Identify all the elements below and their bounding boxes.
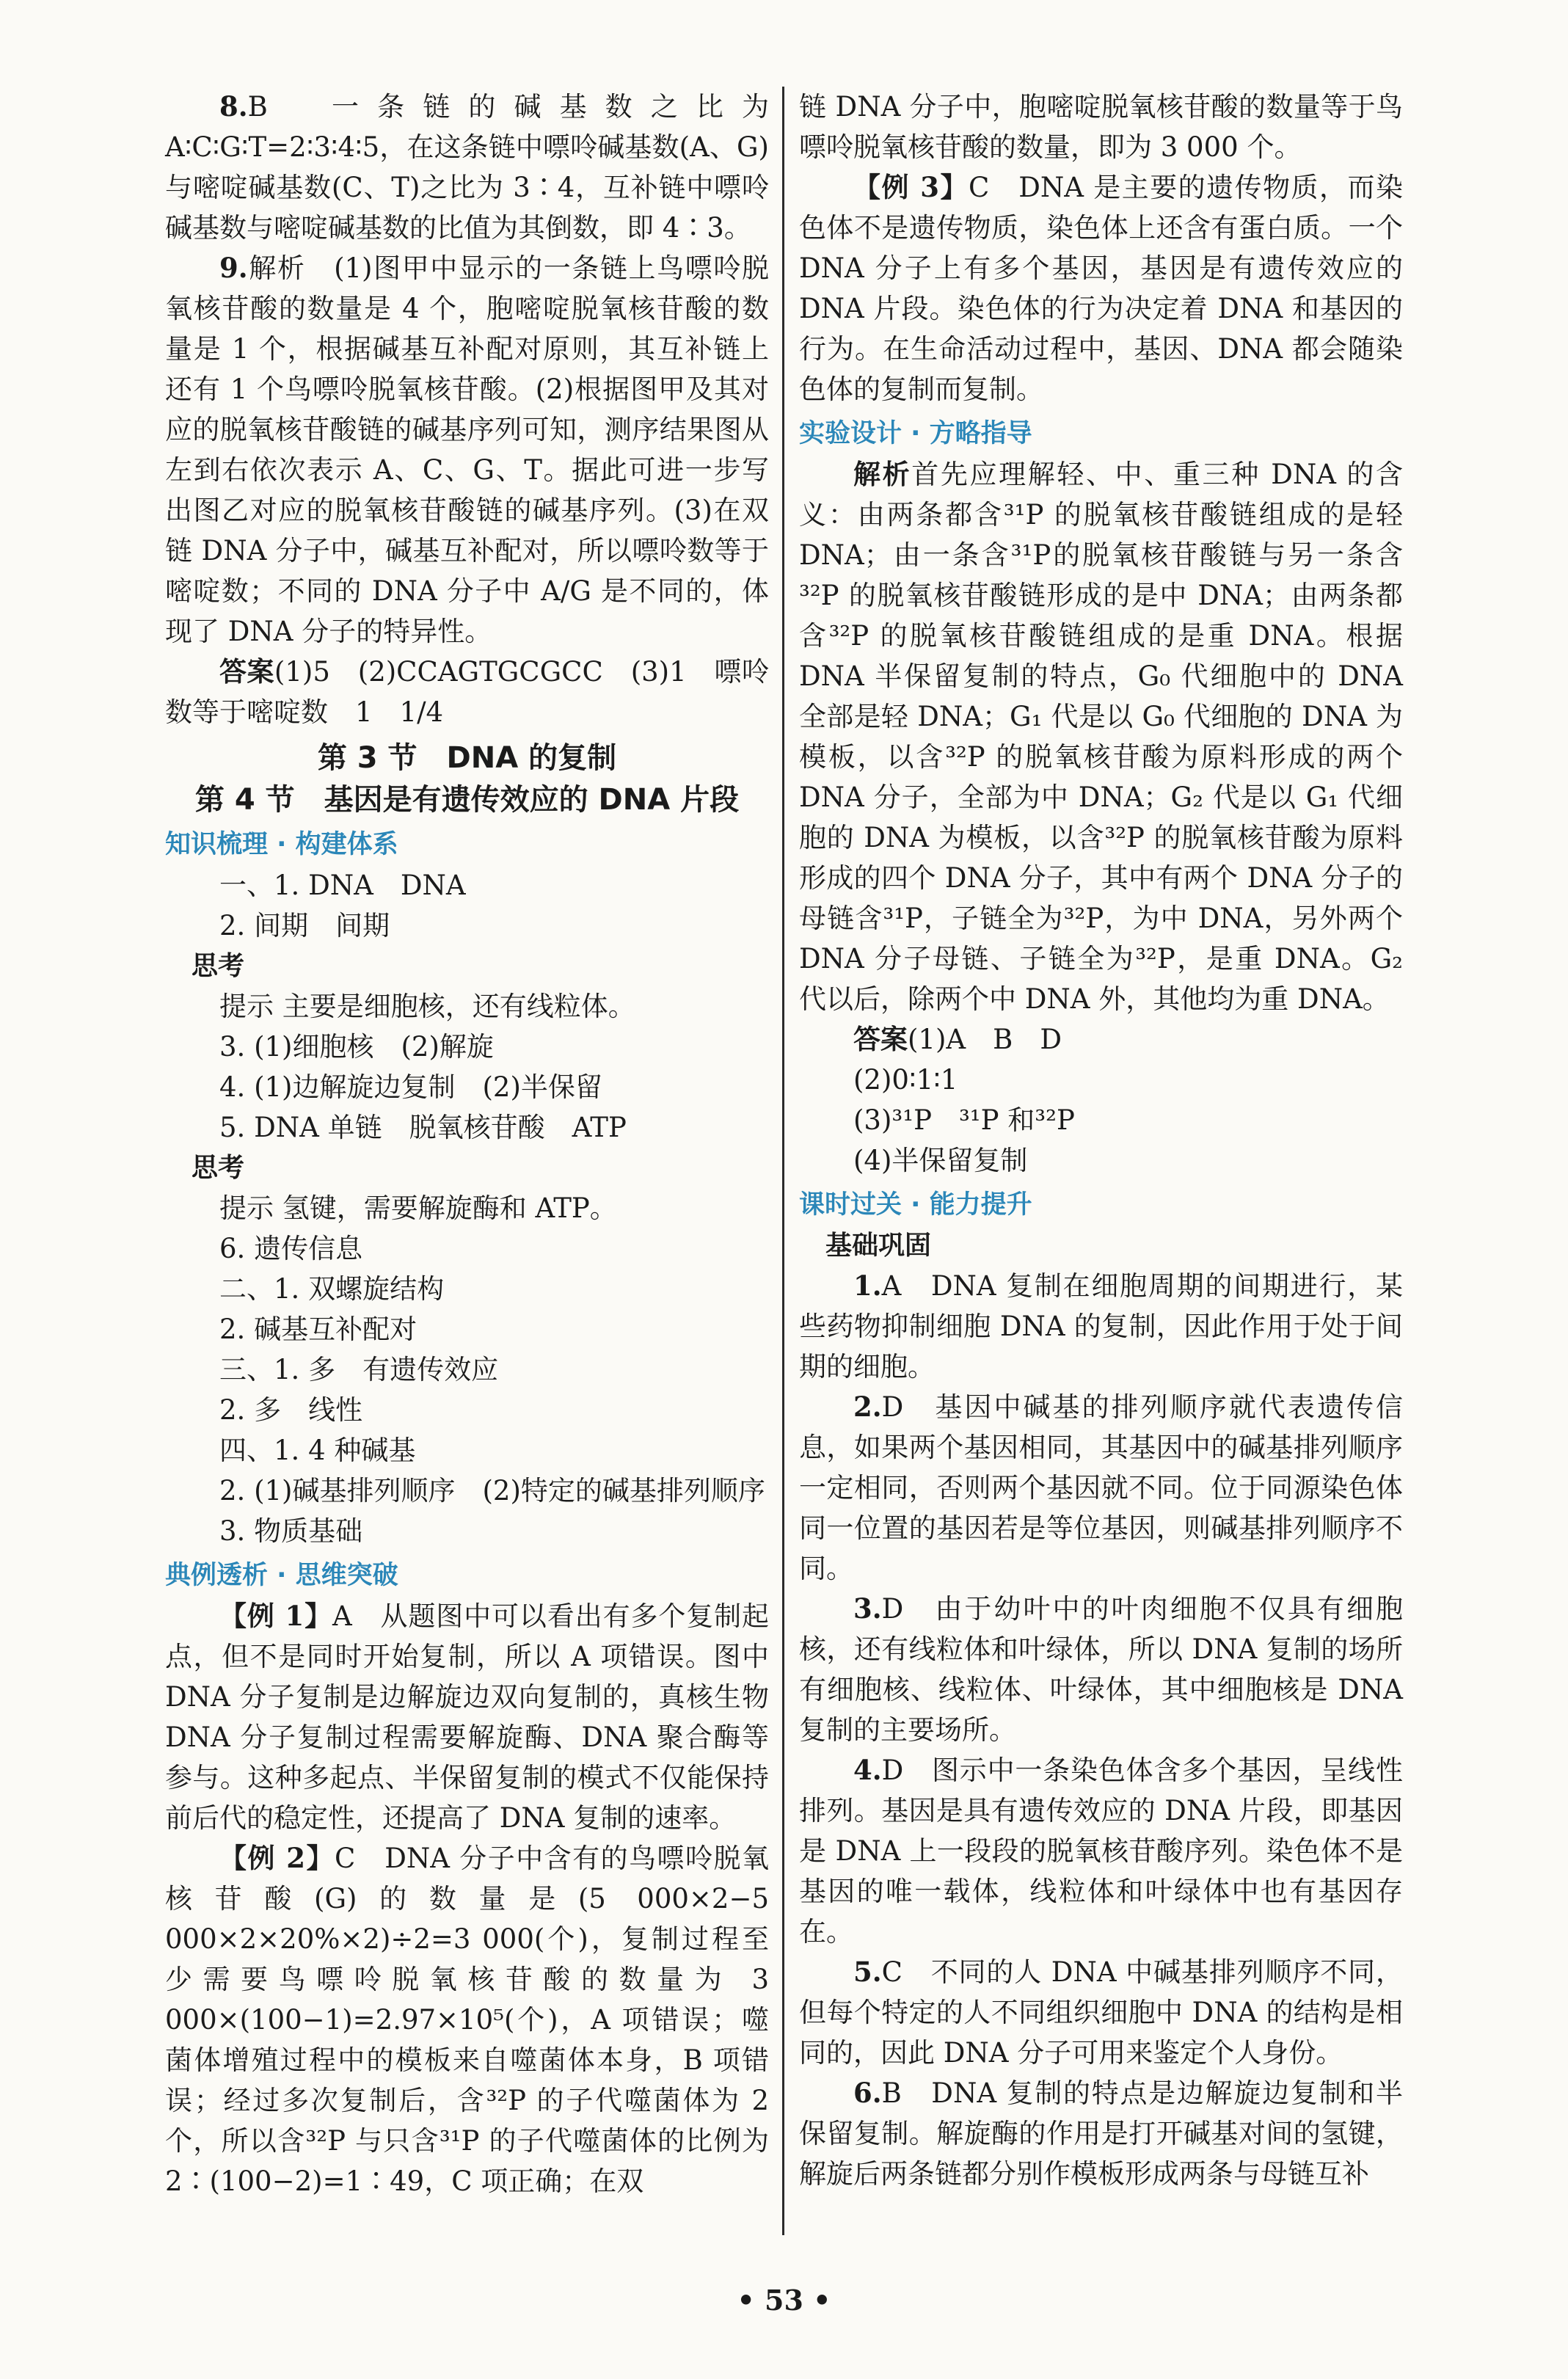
column-divider <box>782 87 784 2235</box>
paragraph <box>165 87 769 248</box>
item-label: 9. <box>219 252 248 284</box>
paragraph <box>165 1430 769 1471</box>
paragraph <box>165 1107 769 1148</box>
paragraph-text: D 基因中碱基的排列顺序就代表遗传信息，如果两个基因相同，其基因中的碱基排列顺序一定相同，否则两个基因就不同。位于同源染色体同一位置的基因若是等位基因，则碱基排列顺序不同。 <box>799 1391 1403 1584</box>
paragraph-text: C DNA 是主要的遗传物质，而染色体不是遗传物质，染色体上还含有蛋白质。一个 DNA 分子上有多个基因，基因是有遗传效应的 DNA 片段。染色体的行为决定着 DNA 和基因的行为。在生命活动过程中，基因、DNA 都会随染色体的复制而复制。 <box>799 172 1403 405</box>
paragraph-text: 提示 氢键，需要解旋酶和 ATP。 <box>219 1192 617 1224</box>
paragraph <box>165 248 769 652</box>
paragraph <box>165 865 769 906</box>
item-label: 8. <box>219 90 248 123</box>
item-label: 5. <box>853 1956 882 1988</box>
item-label: 【例 2】 <box>219 1842 335 1874</box>
paragraph-text: (1)5 (2)CCAGTGCGCC (3)1 嘌呤数等于嘧啶数 1 1/4 <box>165 656 769 728</box>
block-heading: 典例透析 · 思维突破 <box>165 1561 398 1590</box>
paragraph-text: 2. 多 线性 <box>219 1394 363 1426</box>
paragraph <box>799 454 1403 1019</box>
paragraph <box>799 1019 1403 1060</box>
paragraph <box>165 1067 769 1107</box>
paragraph <box>799 1140 1403 1181</box>
paragraph-text: C 不同的人 DNA 中碱基排列顺序不同，但每个特定的人不同组织细胞中 DNA 的结构是相同的，因此 DNA 分子可用来鉴定个人身份。 <box>799 1956 1403 2069</box>
section-heading: 第 3 节 DNA 的复制 <box>317 741 617 775</box>
sub-heading: 思考 <box>192 1153 245 1183</box>
paragraph-text: 5. DNA 单链 脱氧核苷酸 ATP <box>219 1112 627 1143</box>
paragraph <box>799 2073 1403 2194</box>
paragraph <box>165 1309 769 1349</box>
item-label: 1. <box>853 1269 882 1302</box>
paragraph-text: 链 DNA 分子中，胞嘧啶脱氧核苷酸的数量等于鸟嘌呤脱氧核苷酸的数量，即为 3 000 个。 <box>799 91 1403 163</box>
right-column <box>799 87 1403 2194</box>
paragraph <box>165 1349 769 1390</box>
paragraph-text: 首先应理解轻、中、重三种 DNA 的含义：由两条都含³¹P 的脱氧核苷酸链组成的是轻 DNA；由一条含³¹P的脱氧核苷酸链与另一条含³²P 的脱氧核苷酸链形成的是中 DNA；由两条都含³²P 的脱氧核苷酸链组成的是重 DNA。根据 DNA 半保留复制的特点，G₀ 代细胞中的 DNA 全部是轻 DNA；G₁ 代是以 G₀ 代细胞的 DNA 为模板，以含³²P 的脱氧核苷酸为原料形成的两个 DNA 分子，全部为中 DNA；G₂ 代是以 G₁ 代细胞的 DNA 为模板，以含³²P 的脱氧核苷酸为原料形成的四个 DNA 分子，其中有两个 DNA 分子的母链含³¹P，子链全为³²P，为中 DNA，另外两个 DNA 分子母链、子链全为³²P，是重 DNA。G₂ 代以后，除两个中 DNA 外，其他均为重 DNA。 <box>799 459 1403 1015</box>
paragraph-text: C DNA 分子中含有的鸟嘌呤脱氧核苷酸(G)的数量是(5 000×2−5 000×2×20%×2)÷2=3 000(个)，复制过程至少需要鸟嘌呤脱氧核苷酸的数量为 3 000×(100−1)=2.97×10⁵(个)，A 项错误；噬菌体增殖过程中的模板来自噬菌体本身，B 项错误；经过多次复制后，含³²P 的子代噬菌体为 2 个，所以含³²P 与只含³¹P 的子代噬菌体的比例为 2∶(100−2)=1∶49，C 项正确；在双 <box>165 1843 769 2197</box>
paragraph <box>799 167 1403 409</box>
paragraph-text: B 一条链的碱基数之比为 A∶C∶G∶T=2∶3∶4∶5，在这条链中嘌呤碱基数(A、G)与嘧啶碱基数(C、T)之比为 3∶4，互补链中嘌呤碱基数与嘧啶碱基数的比值为其倒数，即 4∶3。 <box>165 91 769 244</box>
paragraph-text: 2. (1)碱基排列顺序 (2)特定的碱基排列顺序 <box>219 1475 765 1507</box>
paragraph-text: 3. 物质基础 <box>219 1515 363 1547</box>
paragraph <box>799 87 1403 167</box>
paragraph <box>165 906 769 946</box>
item-label: 答案 <box>853 1023 908 1055</box>
paragraph <box>165 1027 769 1067</box>
block-heading: 课时过关 · 能力提升 <box>799 1190 1032 1220</box>
paragraph-text: D 由于幼叶中的叶肉细胞不仅具有细胞核，还有线粒体和叶绿体，所以 DNA 复制的场所有细胞核、线粒体、叶绿体，其中细胞核是 DNA 复制的主要场所。 <box>799 1593 1403 1746</box>
paragraph-text: B DNA 复制的特点是边解旋边复制和半保留复制。解旋酶的作用是打开碱基对间的氢键，解旋后两条链都分别作模板形成两条与母链互补 <box>799 2077 1403 2190</box>
item-label: 答案 <box>219 655 274 688</box>
paragraph-text: A 从题图中可以看出有多个复制起点，但不是同时开始复制，所以 A 项错误。图中 DNA 分子复制是边解旋边双向复制的，真核生物 DNA 分子复制过程需要解旋酶、DNA 聚合酶等参与。这种多起点、半保留复制的模式不仅能保持前后代的稳定性，还提高了 DNA 复制的速率。 <box>165 1600 769 1834</box>
paragraph <box>799 1100 1403 1140</box>
section-heading: 第 4 节 基因是有遗传效应的 DNA 片段 <box>194 783 740 817</box>
block-heading: 知识梳理 · 构建体系 <box>165 830 398 859</box>
paragraph <box>799 1952 1403 2073</box>
paragraph-text: D 图示中一条染色体含多个基因，呈线性排列。基因是具有遗传效应的 DNA 片段，即基因是 DNA 上一段段的脱氧核苷酸序列。染色体不是基因的唯一载体，线粒体和叶绿体中也有基因存在。 <box>799 1755 1403 1948</box>
item-label: 3. <box>853 1592 882 1625</box>
paragraph-text: 三、1. 多 有遗传效应 <box>219 1354 499 1385</box>
paragraph-text: 2. 碱基互补配对 <box>219 1314 417 1345</box>
paragraph-text: (3)³¹P ³¹P 和³²P <box>853 1104 1075 1136</box>
paragraph-text: 二、1. 双螺旋结构 <box>219 1273 445 1305</box>
paragraph <box>165 1511 769 1551</box>
item-label: 解析 <box>853 458 912 490</box>
paragraph <box>165 986 769 1027</box>
paragraph <box>799 1387 1403 1589</box>
paragraph-text: (4)半保留复制 <box>853 1145 1028 1176</box>
paragraph <box>165 652 769 732</box>
item-label: 【例 1】 <box>219 1600 333 1632</box>
paragraph <box>165 1188 769 1228</box>
paragraph-text: 4. (1)边解旋边复制 (2)半保留 <box>219 1071 602 1103</box>
sub-heading: 基础巩固 <box>825 1231 932 1261</box>
item-label: 6. <box>853 2077 882 2109</box>
paragraph-text: 2. 间期 间期 <box>219 910 390 941</box>
paragraph <box>165 1390 769 1430</box>
item-label: 4. <box>853 1754 882 1786</box>
paragraph <box>799 1266 1403 1387</box>
paragraph <box>165 1471 769 1511</box>
paragraph-text: 解析 (1)图甲中显示的一条链上鸟嘌呤脱氧核苷酸的数量是 4 个，胞嘧啶脱氧核苷酸的数量是 1 个，根据碱基互补配对原则，其互补链上还有 1 个鸟嘌呤脱氧核苷酸。(2)根据图甲及其对应的脱氧核苷酸链的碱基序列可知，测序结果图从左到右依次表示 A、C、G、T。据此可进一步写出图乙对应的脱氧核苷酸链的碱基序列。(3)在双链 DNA 分子中，碱基互补配对，所以嘌呤数等于嘧啶数；不同的 DNA 分子中 A/G 是不同的，体现了 DNA 分子的特异性。 <box>165 252 769 647</box>
paragraph <box>165 1838 769 2201</box>
paragraph-text: (2)0∶1∶1 <box>853 1064 958 1096</box>
paragraph-text: 四、1. 4 种碱基 <box>219 1435 416 1466</box>
item-label: 【例 3】 <box>853 171 969 203</box>
paragraph <box>165 1269 769 1309</box>
page-number: • 53 • <box>737 2284 831 2317</box>
paragraph-text: A DNA 复制在细胞周期的间期进行，某些药物抑制细胞 DNA 的复制，因此作用于处于间期的细胞。 <box>799 1270 1403 1382</box>
paragraph-text: 6. 遗传信息 <box>219 1233 363 1264</box>
item-label: 2. <box>853 1391 882 1423</box>
paragraph-text: (1)A B D <box>908 1024 1062 1055</box>
paragraph <box>799 1589 1403 1750</box>
paragraph <box>799 1750 1403 1952</box>
sub-heading: 思考 <box>192 951 245 981</box>
paragraph <box>165 1228 769 1269</box>
paragraph-text: 一、1. DNA DNA <box>219 870 466 901</box>
paragraph <box>799 1060 1403 1100</box>
paragraph-text: 提示 主要是细胞核，还有线粒体。 <box>219 991 635 1022</box>
paragraph <box>165 1596 769 1838</box>
block-heading: 实验设计 · 方略指导 <box>799 419 1032 448</box>
paragraph-text: 3. (1)细胞核 (2)解旋 <box>219 1031 494 1063</box>
left-column <box>165 87 769 2201</box>
